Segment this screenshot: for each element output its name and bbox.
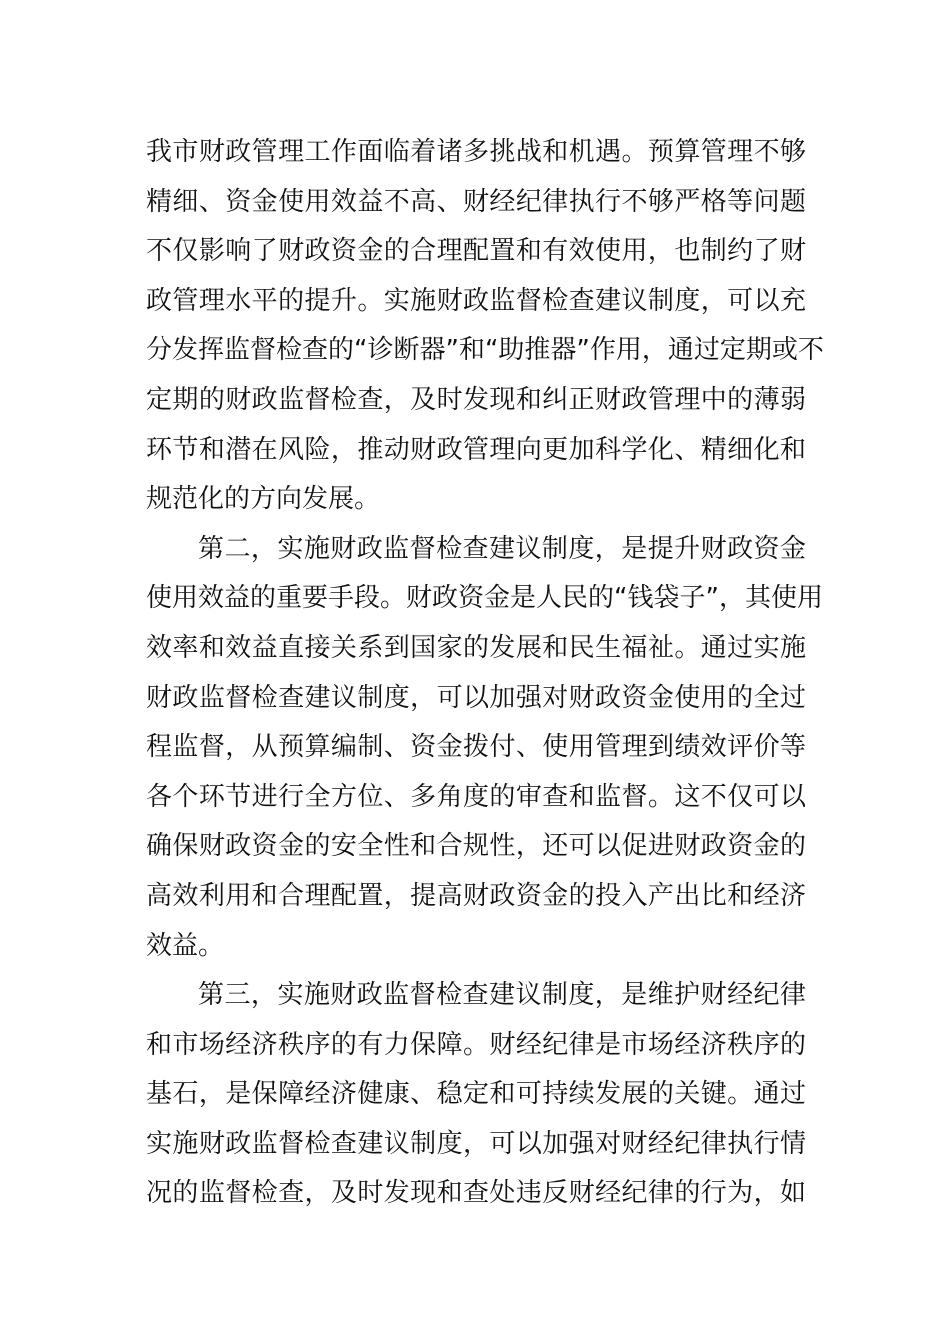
text-line: 分发挥监督检查的“诊断器”和“助推器”作用，通过定期或不 <box>146 335 824 366</box>
text-line: 效益。 <box>146 930 225 961</box>
text-line: 第三，实施财政监督检查建议制度，是维护财经纪律 <box>198 980 806 1011</box>
text-line: 我市财政管理工作面临着诸多挑战和机遇。预算管理不够 <box>146 137 806 167</box>
text-line: 环节和潜在风险，推动财政管理向更加科学化、精细化和 <box>146 434 806 465</box>
text-line: 规范化的方向发展。 <box>146 484 381 515</box>
paragraph-2 <box>146 525 823 971</box>
text-line: 高效利用和合理配置，提高财政资金的投入产出比和经济 <box>146 880 806 911</box>
document-body <box>146 128 824 1219</box>
text-line: 不仅影响了财政资金的合理配置和有效使用，也制约了财 <box>146 236 806 267</box>
text-line: 效率和效益直接关系到国家的发展和民生福祉。通过实施 <box>146 632 806 663</box>
text-line: 财政监督检查建议制度，可以加强对财政资金使用的全过 <box>146 682 806 713</box>
text-line: 政管理水平的提升。实施财政监督检查建议制度，可以充 <box>146 285 806 316</box>
text-line: 况的监督检查，及时发现和查处违反财经纪律的行为，如 <box>146 1178 806 1209</box>
text-line: 第二，实施财政监督检查建议制度，是提升财政资金 <box>198 533 806 564</box>
paragraph-3 <box>146 971 806 1219</box>
text-line: 精细、资金使用效益不高、财经纪律执行不够严格等问题 <box>146 186 806 217</box>
text-line: 基石，是保障经济健康、稳定和可持续发展的关键。通过 <box>146 1079 806 1110</box>
text-line: 定期的财政监督检查，及时发现和纠正财政管理中的薄弱 <box>146 384 806 415</box>
text-line: 确保财政资金的安全性和合规性，还可以促进财政资金的 <box>146 831 806 862</box>
text-line: 和市场经济秩序的有力保障。财经纪律是市场经济秩序的 <box>146 1029 806 1060</box>
paragraph-1 <box>146 128 824 525</box>
text-line: 各个环节进行全方位、多角度的审查和监督。这不仅可以 <box>146 781 806 812</box>
text-line: 使用效益的重要手段。财政资金是人民的“钱袋子”，其使用 <box>146 583 823 614</box>
text-line: 实施财政监督检查建议制度，可以加强对财经纪律执行情 <box>146 1128 806 1159</box>
text-line: 程监督，从预算编制、资金拨付、使用管理到绩效评价等 <box>146 732 806 763</box>
